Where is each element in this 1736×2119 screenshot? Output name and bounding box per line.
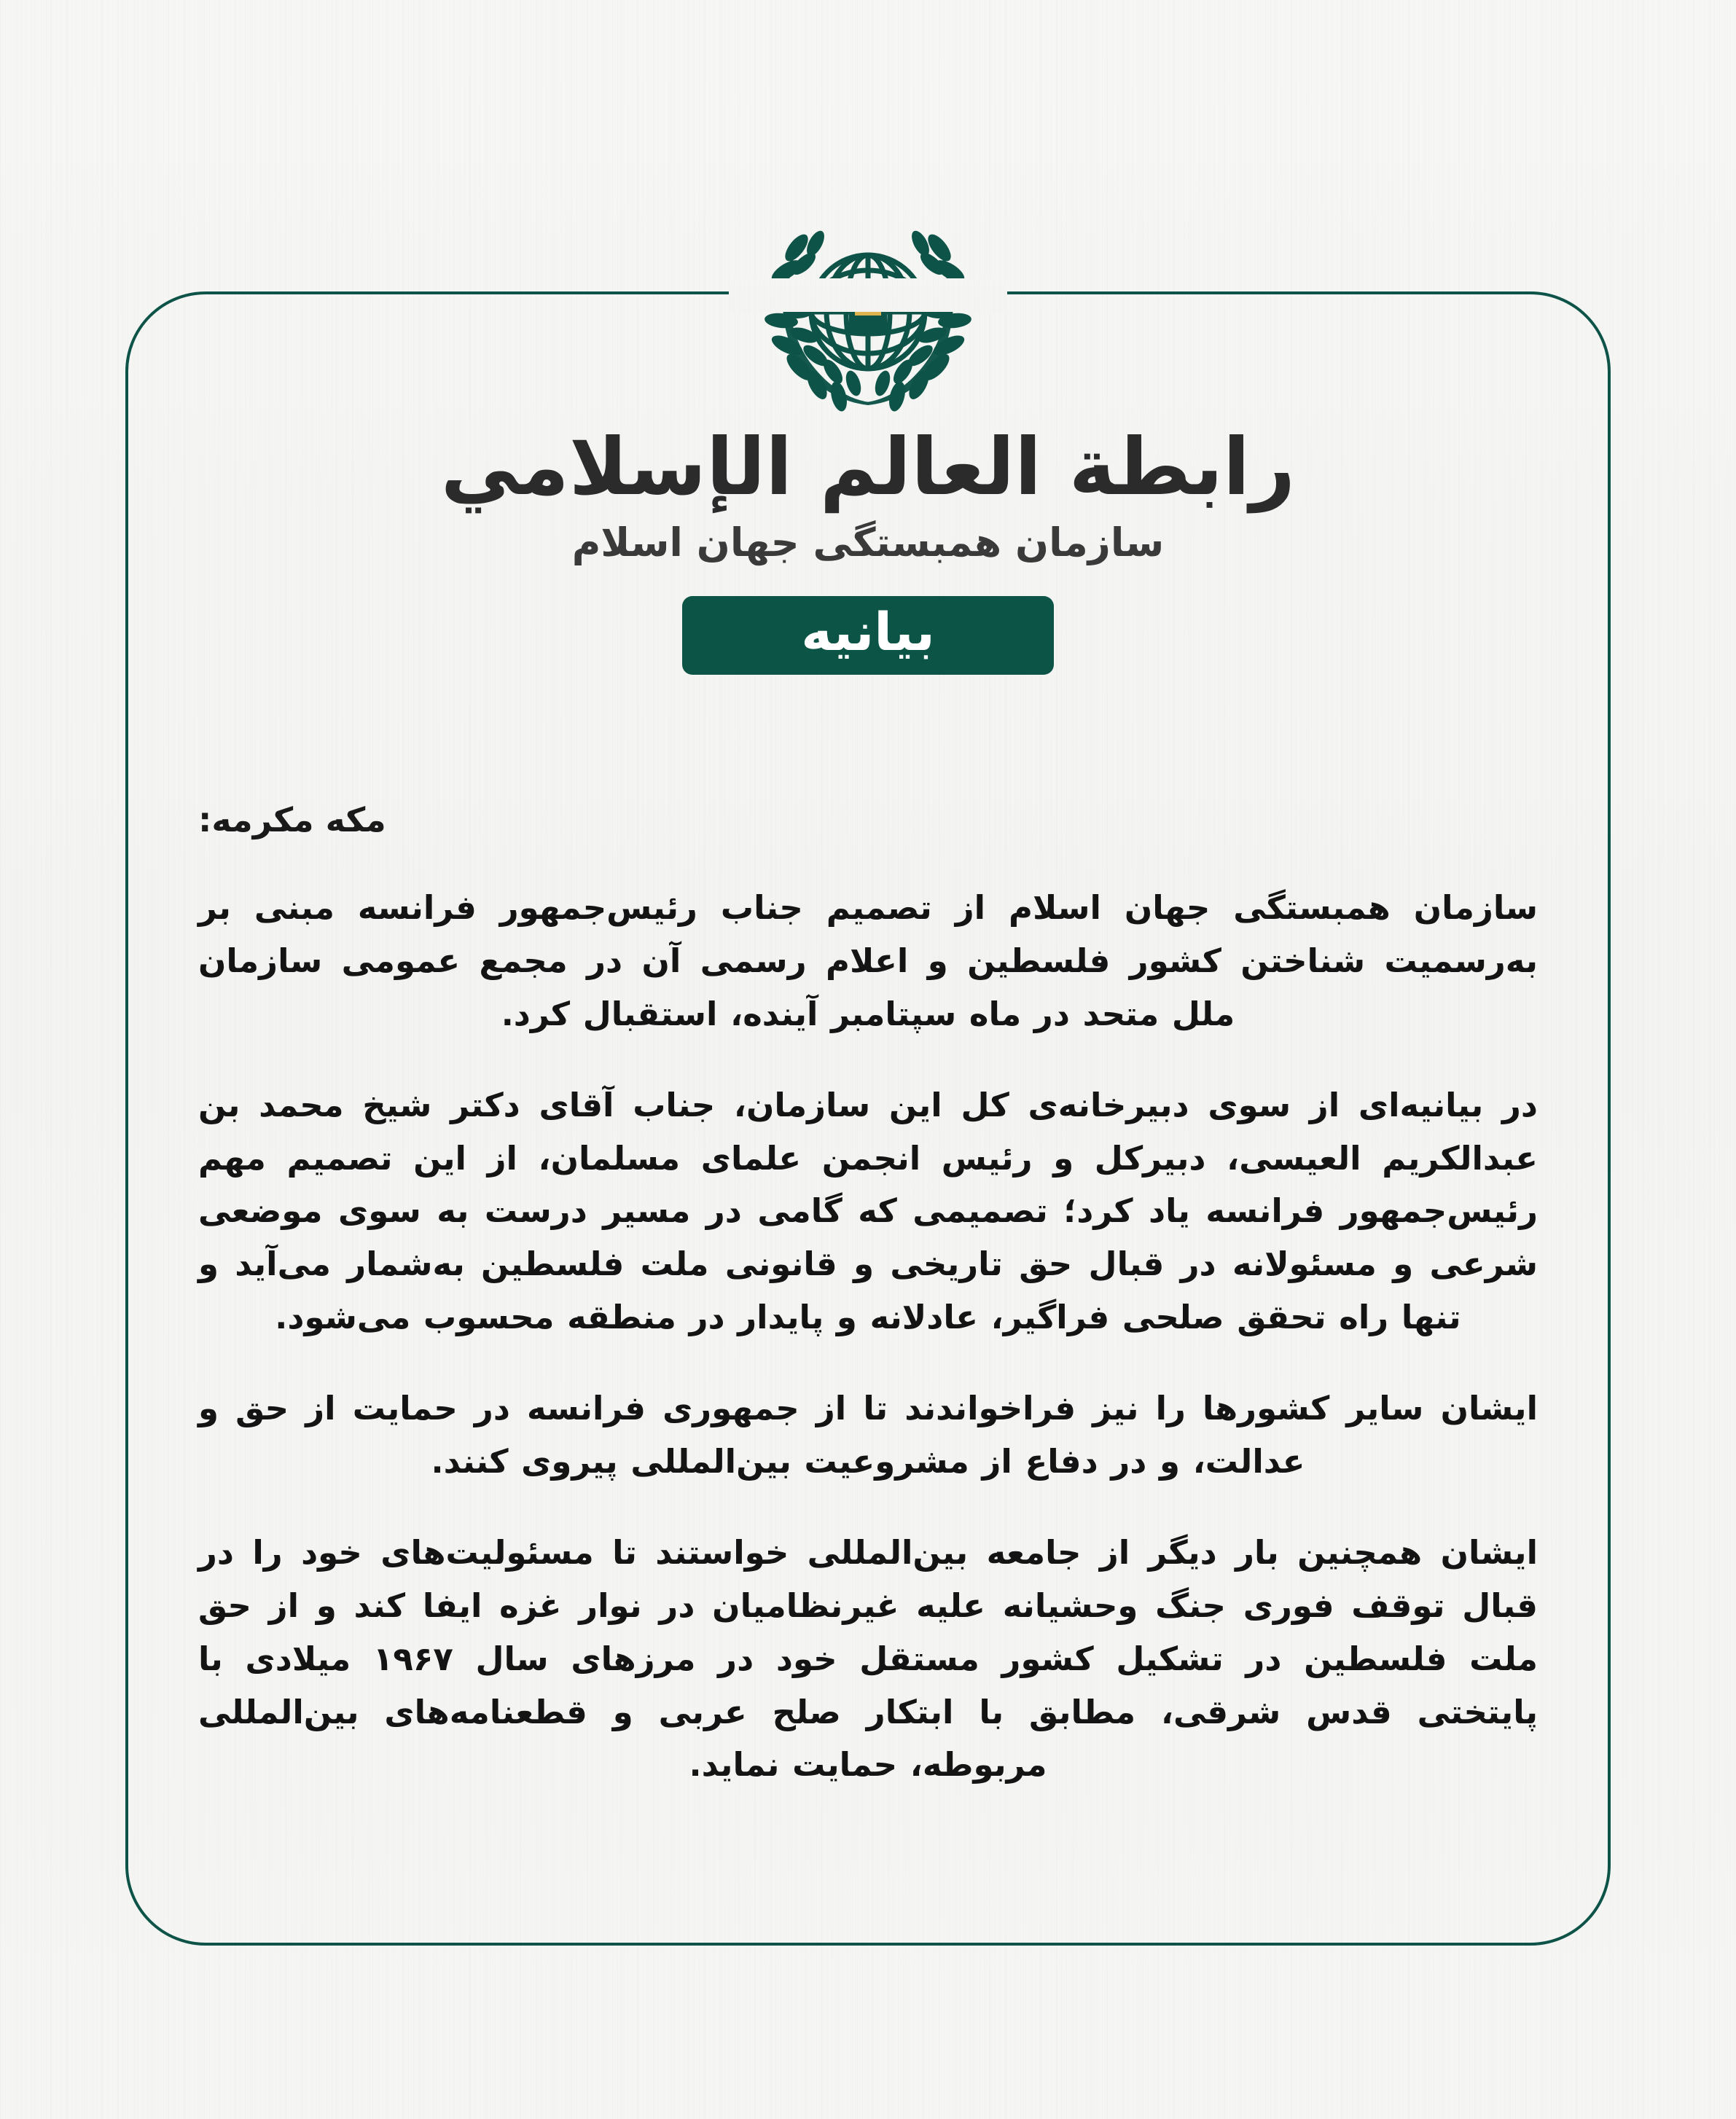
dateline: مکه مکرمه: [198, 800, 386, 839]
statement-paragraph: سازمان همبستگی جهان اسلام از تصمیم جناب رئیس‌جمهور فرانسه مبنی بر به‌رسمیت شناختن کشور فلسطین و اعلام رسمی آن در مجمع عمومی سازمان ملل متحد در ماه سپتامبر آینده، استقبال کرد. [198, 888, 1538, 1033]
statement-paragraph: ایشان همچنین بار دیگر از جامعه بین‌المللی خواستند تا مسئولیت‌های خود را در قبال توقف فوری جنگ وحشیانه علیه غیرنظامیان در نوار غزه ایفا کند و از حق ملت فلسطین در تشکیل کشور مستقل خود در مرزهای سال ۱۹۶۷ میلادی با پایتختی قدس شرقی، مطابق با ابتکار صلح عربی و قطعنامه‌های بین‌المللی مربوطه، حمایت نماید. [198, 1532, 1538, 1785]
wordmark-persian: سازمان همبستگی جهان اسلام [571, 519, 1165, 565]
statement-paragraph: در بیانیه‌ای از سوی دبیرخانه‌ی کل این سازمان، جناب آقای دکتر شیخ محمد بن عبدالکریم العیسی، دبیرکل و رئیس انجمن علمای مسلمان، از این تصمیم مهم رئیس‌جمهور فرانسه یاد کرد؛ تصمیمی که گامی در مسیر درست به سوی موضعی شرعی و مسئولانه در قبال حق تاریخی و قانونی ملت فلسطین به‌شمار می‌آید و تنها راه تحقق صلحی فراگیر، عادلانه و پایدار در منطقه محسوب می‌شود. [198, 1085, 1538, 1337]
wordmark-arabic: رابطة العالم الإسلامي [440, 422, 1296, 513]
frame-top-gap [729, 278, 1007, 312]
document-type-badge-wrapper [0, 596, 1736, 675]
organization-wordmark [0, 424, 1736, 567]
statement-paragraph: ایشان سایر کشورها را نیز فراخواندند تا از جمهوری فرانسه در حمایت از حق و عدالت، و در دفاع از مشروعیت بین‌المللی پیروی کنند. [198, 1389, 1538, 1481]
statement-badge: بیانیه [682, 596, 1054, 675]
statement-body [198, 800, 1538, 1792]
